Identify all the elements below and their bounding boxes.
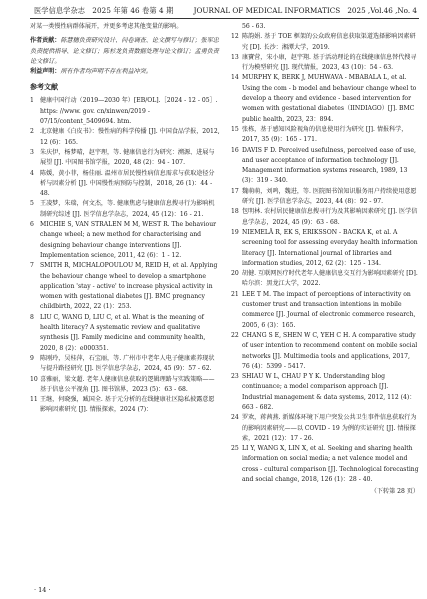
author-contribution xyxy=(30,36,220,67)
right-column xyxy=(231,22,419,498)
reference-number: 12 xyxy=(231,33,239,41)
reference-text: LI Y, WANG X, LIN X, et al. Seeking and sharing health information on social media; a net valence model and cross - cultural comparison [J]. Technological forecasting and social change, 2018, 126 (1)：28 - 40. xyxy=(242,445,419,484)
reference-text: CHANG S E, SHEN W C, YEH C H. A comparative study of user intention to recommend content on mobile social networks [J]. Multimedia tools and applications, 2017, 76 (4)：5399 - 5417. xyxy=(242,331,418,370)
reference-text: 王继，何晓强，臧国全. 基于元分析的在线健康社区隐私披露意愿影响因素研究 [J]. 情报探索，2024 (7)： xyxy=(40,396,215,414)
reference-text: 陈韵娟. 基于 TOE 框架的公众政府信息获取渠道选择影响因素研究 [D]. 长沙：湘潭大学，2019. xyxy=(242,33,416,51)
reference-item xyxy=(231,413,419,444)
reference-text: NIEMELÄ R, EK S, ERIKSSON - BACKA K, et al. A screening tool for assessing everyday health information literacy [J]. International journal of libraries and information studies, 2012, 62 (2)：125 - 134. xyxy=(242,228,418,267)
reference-item xyxy=(30,96,220,127)
reference-item xyxy=(30,354,220,375)
reference-number: 6 xyxy=(30,221,34,229)
page-number: · 14 · xyxy=(34,586,51,594)
reference-text: SMITH R, MICHALOPOULOU M, REID H, et al. Applying the behaviour change wheel to develop a smartphone application 'stay - active' to increase physical activity in women with gestational diabetes [J]. BMC pregnancy childbirth, 2022, 22 (1)：253. xyxy=(40,262,218,311)
reference-number: 2 xyxy=(30,128,34,136)
running-header-journal-english: JOURNAL OF MEDICAL INFORMATICS 2025 ,Vol.46 ,No. 4 xyxy=(193,6,417,15)
reference-item xyxy=(30,199,220,220)
reference-number: 7 xyxy=(30,262,34,270)
reference-text: 康寶营，宋小康，赵宇翔. 基于活动理论的在线健康信息替代搜寻行为模型研究 [J]. 现代情报，2023, 43 (10)：54 - 63. xyxy=(242,53,417,72)
reference-text: 陈媛，黄小菲，杨佳丽. 温州市居民慢性病信息需求与获取途径分析与因素分析 [J]. 中国慢性病预防与控制，2018, 26 (1)：44 - 48. xyxy=(40,169,215,198)
reference-text: 健康中国行动（2019—2030 年）[EB/OL].［2024 - 12 - 05］. https: //www. gov. cn/xinwen/2019 - 07/15/content_5409694. htm. xyxy=(40,97,218,126)
reference-item xyxy=(231,269,419,290)
continued-on-page-note: （下转第 28 页） xyxy=(370,488,419,496)
reference-text: LIU C, WANG D, LIU C, et al. What is the meaning of health literacy? A systematic review and qualitative synthesis [J]. Family medicine and community health, 2020, 8 (2)：e000351. xyxy=(40,313,206,352)
reference-number: 11 xyxy=(30,396,38,404)
references-heading: 参考文献 xyxy=(30,83,58,92)
reference-item xyxy=(30,261,220,312)
reference-item xyxy=(30,395,220,416)
running-header-journal: 医学信息学杂志 2025 年第 46 卷第 4 期 xyxy=(34,6,174,15)
reference-number: 3 xyxy=(30,148,34,156)
reference-item xyxy=(30,375,220,396)
header-rule xyxy=(30,18,419,19)
reference-item xyxy=(231,125,419,146)
reference-text: 魏萌萌，刘鸣，魏进，等. 医院图书馆知识服务用户持续使用意愿研究 [J]. 医学信息学杂志，2023, 44 (8)：92 - 97. xyxy=(242,187,417,206)
reference-text: 陈刚玲，吴桂萍，石宝丽，等. 广州市中老年人电子健康素养现状与提升路径研究 [J]. 医学信息学杂志，2024, 45 (9)：57 - 62. xyxy=(40,354,215,373)
reference-number: 24 xyxy=(231,414,239,422)
reference-item xyxy=(231,331,419,372)
reference-number: 13 xyxy=(231,53,239,61)
conflict-text: 所有作者均声明不存在利益冲突。 xyxy=(60,68,152,76)
author-contribution-text: 陈慧穗负责研究设计、问卷调查、论文撰写与修订；张军忠负责提供指导、论文修订；陈杉龙负责数据处理与论文修订；孟勇负责论文修订。 xyxy=(30,37,219,65)
reference-text: 王凌梦，朱瑞，何文杰，等. 健康焦虑与健康信息搜寻行为影响机制研究综述 [J]. 医学信息学杂志，2024, 45 (12)：16 - 21. xyxy=(40,200,215,218)
conflict-label: 利益声明： xyxy=(30,68,61,76)
reference-continuation xyxy=(231,22,419,32)
reference-text: 包明林. 农村居民健康信息搜寻行为及其影响因素研究 [J]. 医学信息学杂志，2024, 45 (9)：63 - 68. xyxy=(242,208,418,226)
reference-item xyxy=(231,290,419,331)
author-contribution-label: 作者贡献： xyxy=(30,37,61,45)
left-column xyxy=(30,22,220,416)
reference-item xyxy=(231,187,419,208)
reference-item xyxy=(30,220,220,261)
reference-text: DAVIS F D. Perceived usefulness, perceived ease of use, and user acceptance of information technology [J]. Management information systems research, 1989, 13 (3)：319 - 340. xyxy=(242,146,416,185)
reference-item xyxy=(231,32,419,53)
conflict-statement xyxy=(30,67,220,77)
intro-paragraph: 对某一类慢性病群体展开，并更多考虑其他变量的影响。 xyxy=(30,23,183,30)
reference-item xyxy=(30,313,220,354)
reference-number: 17 xyxy=(231,187,239,195)
reference-number: 16 xyxy=(231,146,239,154)
reference-item xyxy=(231,207,419,228)
reference-item xyxy=(231,444,419,485)
reference-item xyxy=(30,169,220,200)
reference-item xyxy=(231,53,419,74)
reference-item xyxy=(30,127,220,148)
reference-number: 8 xyxy=(30,313,34,321)
reference-text: 张栋，基于感知风险视角的信息使用行为研究 [J]. 情报科学，2017, 35 (9)：165 - 171. xyxy=(242,125,408,144)
reference-number: 18 xyxy=(231,208,239,216)
reference-continuation-text: 56 - 63. xyxy=(242,23,266,30)
reference-text: 胡健. 互联网医疗时代老年人健康信息交互行为影响因素研究 [D]. 哈尔滨：黑龙江大学，2022. xyxy=(242,270,418,288)
reference-number: 20 xyxy=(231,270,239,278)
reference-number: 25 xyxy=(231,445,239,453)
reference-item xyxy=(231,228,419,269)
reference-number: 21 xyxy=(231,290,239,298)
reference-text: MURPHY K, BERK J, MUHWAVA - MBABALA L, et al. Using the com - b model and behaviour change wheel to develop a theory and evidence - based intervention for women with gestational diabetes（IINDIAGO）[J]. BMC public health, 2023, 23：894. xyxy=(242,74,417,123)
reference-number: 1 xyxy=(30,97,34,105)
reference-number: 10 xyxy=(30,375,38,383)
reference-number: 14 xyxy=(231,74,239,82)
reference-text: 北京健康《白皮书》：慢性病的科学传播 [J]. 中国食品学报，2012, 12 (6)：165. xyxy=(40,128,220,146)
reference-item xyxy=(231,73,419,124)
reference-number: 22 xyxy=(231,331,239,339)
reference-item xyxy=(231,146,419,187)
reference-item xyxy=(231,372,419,413)
reference-text: 罗欢，蒋茜燕. 新媒体环境下用户突发公共卫生事件信息获取行为的影响因素研究——以 COVID - 19 为例的实证研究 [J]. 情报探索，2021 (12)：17 - 26. xyxy=(242,414,417,442)
reference-number: 23 xyxy=(231,373,239,381)
reference-number: 5 xyxy=(30,200,34,208)
reference-text: 喜雅丽，梁文超. 老年人健康信息获取的逻辑理路与实践策略——基于信息公平视角 [J]. 图书馆界，2023 (5)：63 - 68. xyxy=(40,375,215,393)
reference-number: 19 xyxy=(231,228,239,236)
reference-number: 9 xyxy=(30,354,34,362)
reference-number: 4 xyxy=(30,169,34,177)
reference-item xyxy=(30,148,220,169)
reference-text: SHIAU W L, CHAU P Y K. Understanding blog continuance; a model comparison approach [J]. Industrial management & data systems, 2012, 112 (4)：663 - 682. xyxy=(242,373,416,411)
reference-text: LEE T M. The impact of perceptions of interactivity on customer trust and transaction intentions in mobile commerce [J]. Journal of electronic commerce research, 2005, 6 (3)：165. xyxy=(242,290,416,329)
reference-text: 朱庆伊，杨梦晴，赵宇理，等. 健康信息行为研究：溯源、进展与展望 [J]. 中国图书馆学报，2020, 48 (2)：94 - 107. xyxy=(40,148,215,167)
reference-number: 15 xyxy=(231,125,239,133)
reference-text: MICHIE S, VAN STRALEN M M, WEST R. The behaviour change wheel; a new method for characterising and designing behaviour change interventions [J]. Implementation science, 2011, 42 (6)：1 - 12. xyxy=(40,221,217,259)
